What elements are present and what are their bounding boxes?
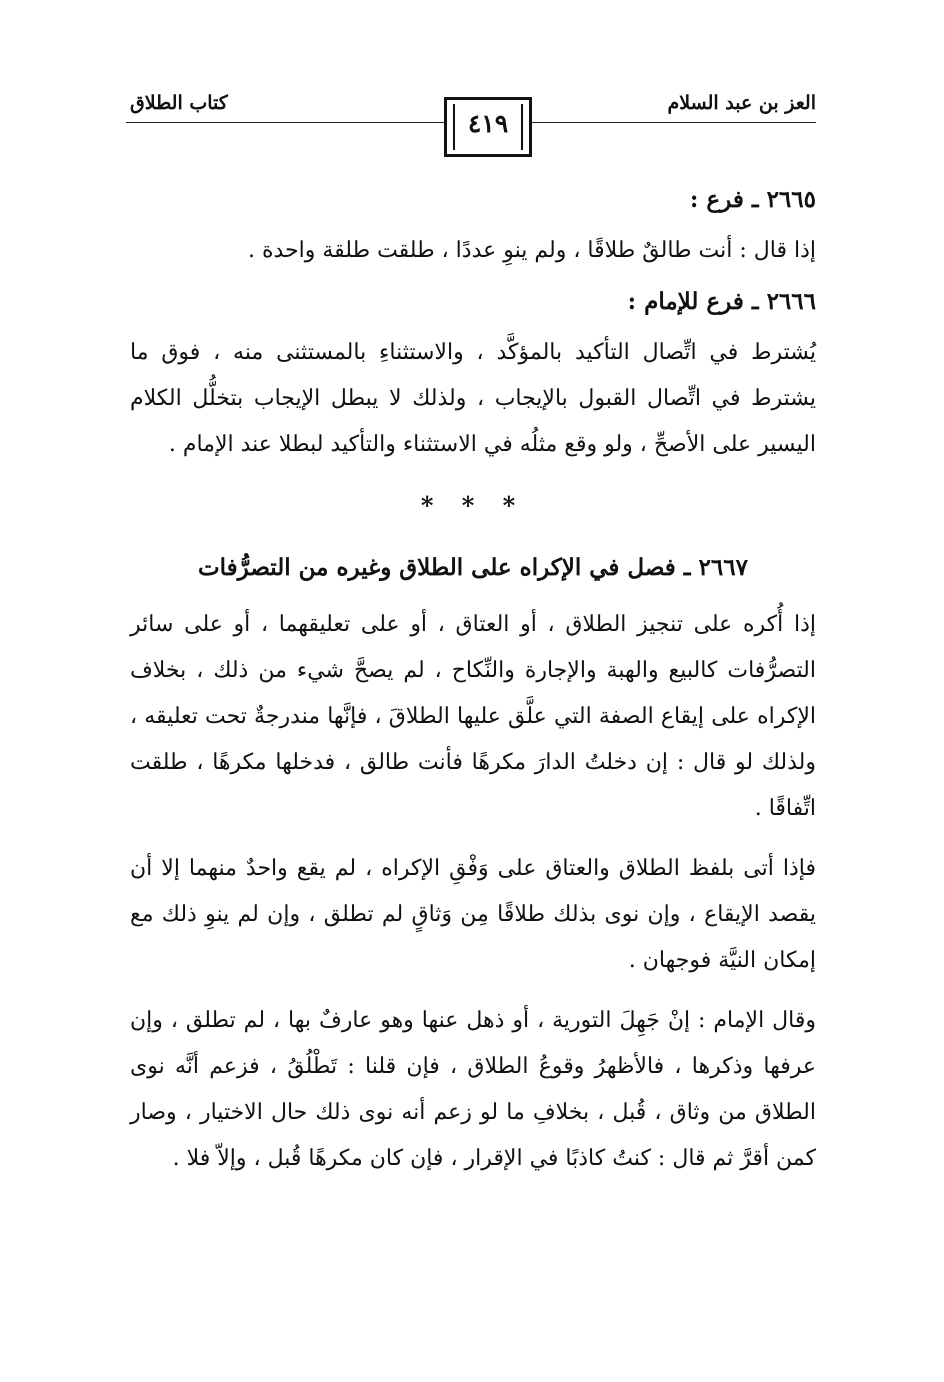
paragraph-3: إذا أُكره على تنجيز الطلاق ، أو العتاق ، أو على تعليقهما ، أو على سائر التصرُّفات كالبيع والهبة والإجارة والنِّكاح ، لم يصحَّ شيء من ذلك ، بخلاف الإكراه على إيقاع الصفة التي علَّق عليها الطلاقَ ، فإنَّها مندرجةٌ تحت تعليقه ، ولذلك لو قال : إن دخلتُ الدارَ مكرهًا فأنت طالق ، فدخلها مكرهًا ، طلقت اتِّفاقًا . xyxy=(130,612,816,821)
page-number: ٤١٩ xyxy=(467,109,509,138)
heading-2666: ٢٦٦٦ ـ فرع للإمام : xyxy=(627,288,816,315)
running-header-title: كتاب الطلاق xyxy=(130,92,228,114)
section-title-2667: ٢٦٦٧ ـ فصل في الإكراه على الطلاق وغيره من التصرُّفات xyxy=(198,554,748,581)
paragraph-4: فإذا أتى بلفظ الطلاق والعتاق على وَفْقِ الإكراه ، لم يقع واحدٌ منهما إلا أن يقصد الإيقاع ، وإن نوى بذلك طلاقًا مِن وَثاقٍ لم تطلق ، وإن لم ينوِ ذلك مع إمكان النيَّة فوجهان . xyxy=(130,856,816,973)
main-text xyxy=(130,172,816,1182)
page-number-frame xyxy=(444,97,532,157)
paragraph-5: وقال الإمام : إنْ جَهِلَ التورية ، أو ذهل عنها وهو عارفٌ بها ، لم تطلق ، وإن عرفها وذكرها ، فالأظهرُ وقوعُ الطلاق ، فإن قلنا : تَطْلُقُ ، فزعم أنَّه نوى الطلاق من وثاق ، قُبل ، بخلافِ ما لو زعم أنه نوى ذلك حال الاختيار ، وصار كمن أقرَّ ثم قال : كنتُ كاذبًا في الإقرار ، فإن كان مكرهًا قُبل ، وإلاّ فلا . xyxy=(130,1008,816,1171)
paragraph-2: يُشترط في اتِّصال التأكيد بالمؤكَّد ، والاستثناءِ بالمستثنى منه ، فوق ما يشترط في اتِّصال القبول بالإيجاب ، ولذلك لا يبطل الإيجاب بتخلُّل الكلام اليسير على الأصحِّ ، ولو وقع مثلُه في الاستثناء والتأكيد لبطلا عند الإمام . xyxy=(130,340,816,457)
paragraph-1: إذا قال : أنت طالقٌ طلاقًا ، ولم ينوِ عددًا ، طلقت طلقة واحدة . xyxy=(247,238,816,263)
section-separator: * * * xyxy=(420,491,526,520)
running-header-author: العز بن عبد السلام xyxy=(667,92,816,114)
heading-2665: ٢٦٦٥ ـ فرع : xyxy=(689,186,816,213)
